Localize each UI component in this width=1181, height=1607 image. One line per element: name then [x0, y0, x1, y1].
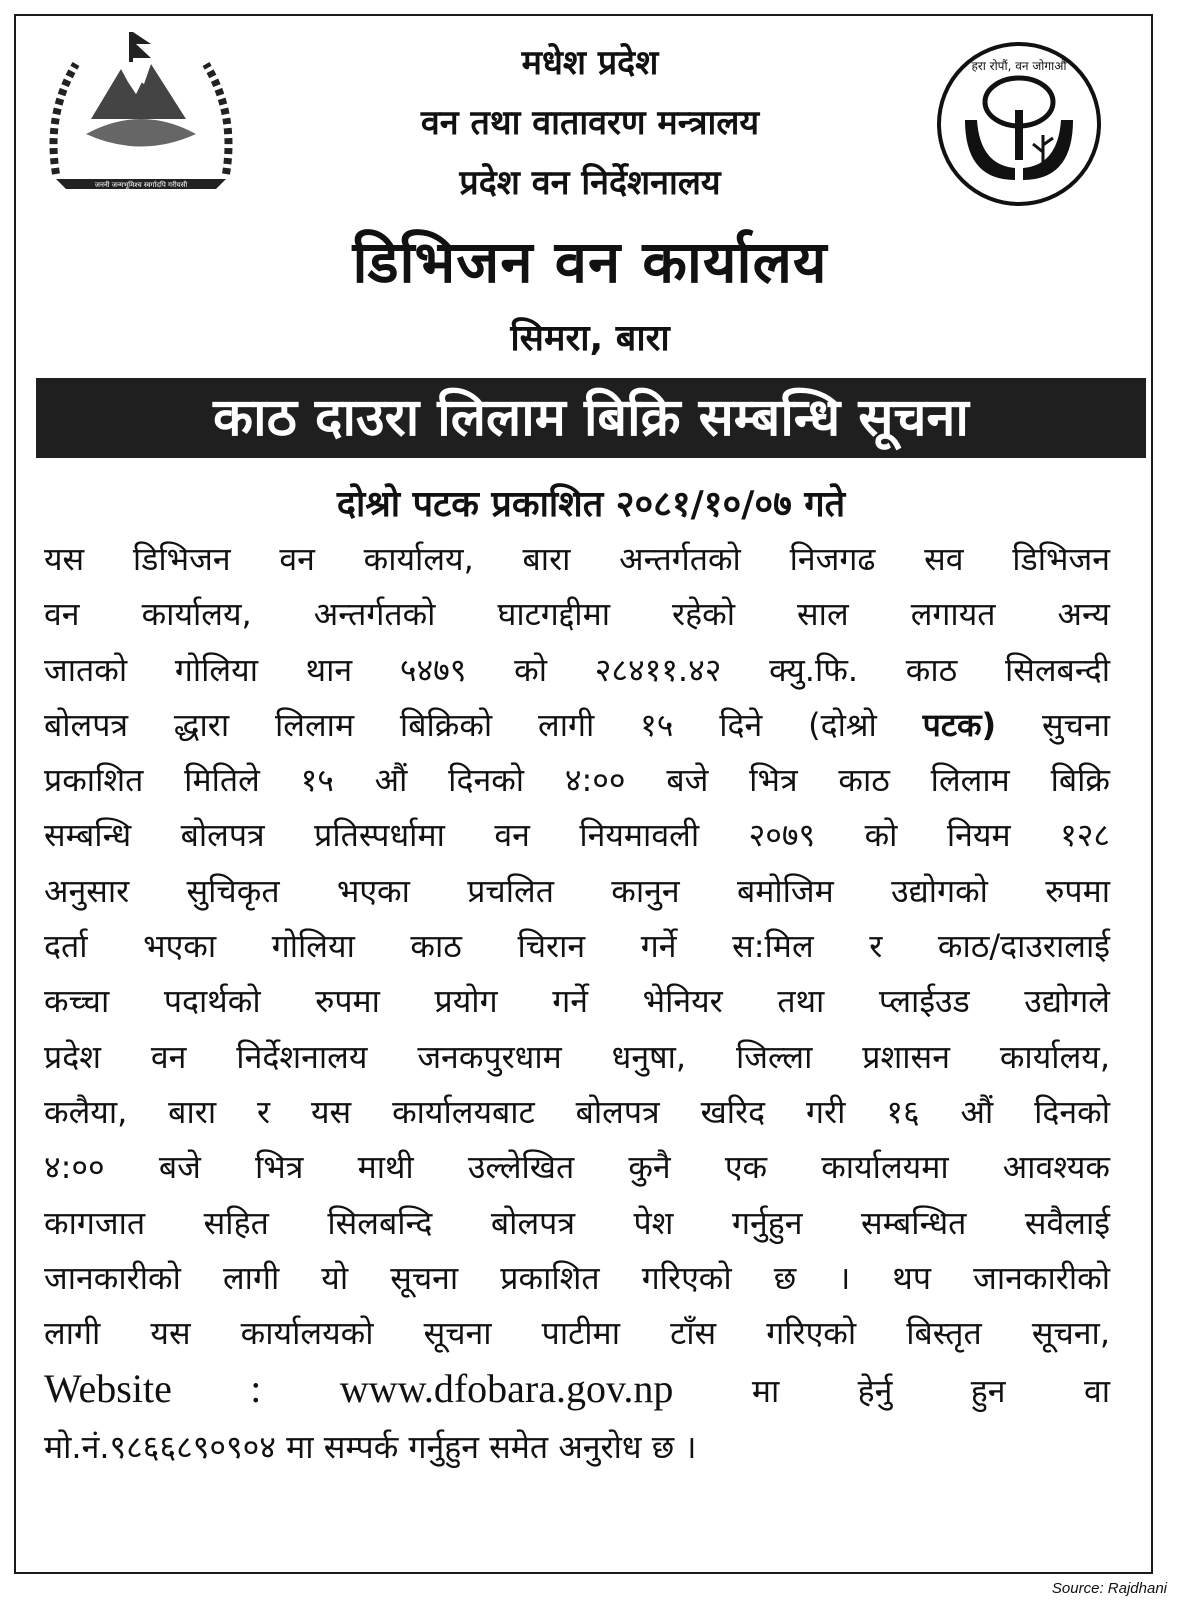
body-line: कागजात सहित सिलबन्दि बोलपत्र पेश गर्नुहुन सम्बन्धित सवैलाई: [44, 1203, 1110, 1242]
contact-line: मो.नं.९८६६८९०९०४ मा सम्पर्क गर्नुहुन समेत अनुरोध छ ।: [44, 1427, 697, 1466]
office-name: डिभिजन वन कार्यालय: [352, 228, 828, 296]
ministry-name: वन तथा वातावरण मन्त्रालय: [420, 103, 760, 143]
body-line: दर्ता भएका गोलिया काठ चिरान गर्ने स:मिल र काठ/दाउरालाई: [44, 927, 1110, 966]
body-line: यस डिभिजन वन कार्यालय, बारा अन्तर्गतको निजगढ सव डिभिजन: [44, 540, 1110, 578]
logo-right-text: हरा रोपौं, वन जोगाऔं: [971, 59, 1067, 73]
body-line: जानकारीको लागी यो सूचना प्रकाशित गरिएको छ । थप जानकारीको: [44, 1258, 1110, 1297]
website-label: Website: [44, 1366, 172, 1412]
tree-hands-logo-icon: [935, 40, 1103, 208]
province-name: मधेश प्रदेश: [521, 43, 659, 83]
body-line-with-bold: [44, 698, 1110, 753]
body-line: लागी यस कार्यालयको सूचना पाटीमा टाँस गरिएको बिस्तृत सूचना,: [44, 1314, 1110, 1353]
directorate-name: प्रदेश वन निर्देशनालय: [459, 163, 721, 203]
nepal-emblem-icon: [36, 24, 246, 194]
publication-subheading: दोश्रो पटक प्रकाशित २०८१/१०/०७ गते: [336, 484, 846, 525]
office-location: सिमरा, बारा: [510, 318, 670, 359]
body-line: कलैया, बारा र यस कार्यालयबाट बोलपत्र खरिद गरी १६ औं दिनको: [44, 1092, 1110, 1131]
body-line-part: सुचना: [1041, 705, 1110, 744]
body-line: वन कार्यालय, अन्तर्गतको घाटगद्दीमा रहेको साल लगायत अन्य: [44, 595, 1110, 634]
website-link[interactable]: www.dfobara.gov.np: [339, 1366, 674, 1412]
notice-title-bar: काठ दाउरा लिलाम बिक्रि सम्बन्धि सूचना: [36, 378, 1146, 458]
emblem-motto: जननी जन्मभूमिश्च स्वर्गादपि गरीयसी: [94, 181, 188, 189]
source-credit: Source: Rajdhani: [1051, 1580, 1167, 1597]
website-colon: :: [250, 1366, 262, 1412]
body-line-part: बोलपत्र द्धारा लिलाम बिक्रिको लागी १५ दिने (दोश्रो: [44, 705, 877, 744]
body-line: जातको गोलिया थान ५४७९ को २८४११.४२ क्यु.फि. काठ सिलबन्दी: [44, 650, 1110, 689]
body-line: प्रकाशित मितिले १५ औं दिनको ४:०० बजे भित्र काठ लिलाम बिक्रि: [44, 761, 1110, 800]
bold-word: पटक): [922, 705, 997, 744]
website-line: [44, 1361, 1110, 1419]
body-line: सम्बन्धि बोलपत्र प्रतिस्पर्धामा वन नियमावली २०७९ को नियम १२८: [44, 816, 1110, 855]
body-line: कच्चा पदार्थको रुपमा प्रयोग गर्ने भेनियर तथा प्लाईउड उद्योगले: [44, 982, 1110, 1021]
body-line: प्रदेश वन निर्देशनालय जनकपुरधाम धनुषा, जिल्ला प्रशासन कार्यालय,: [44, 1037, 1110, 1076]
website-tail: मा हेर्नु हुन वा: [751, 1372, 1111, 1411]
notice-body: [44, 532, 1110, 1475]
body-line: अनुसार सुचिकृत भएका प्रचलित कानुन बमोजिम उद्योगको रुपमा: [44, 871, 1110, 910]
body-line: ४:०० बजे भित्र माथी उल्लेखित कुनै एक कार्यालयमा आवश्यक: [44, 1148, 1110, 1187]
